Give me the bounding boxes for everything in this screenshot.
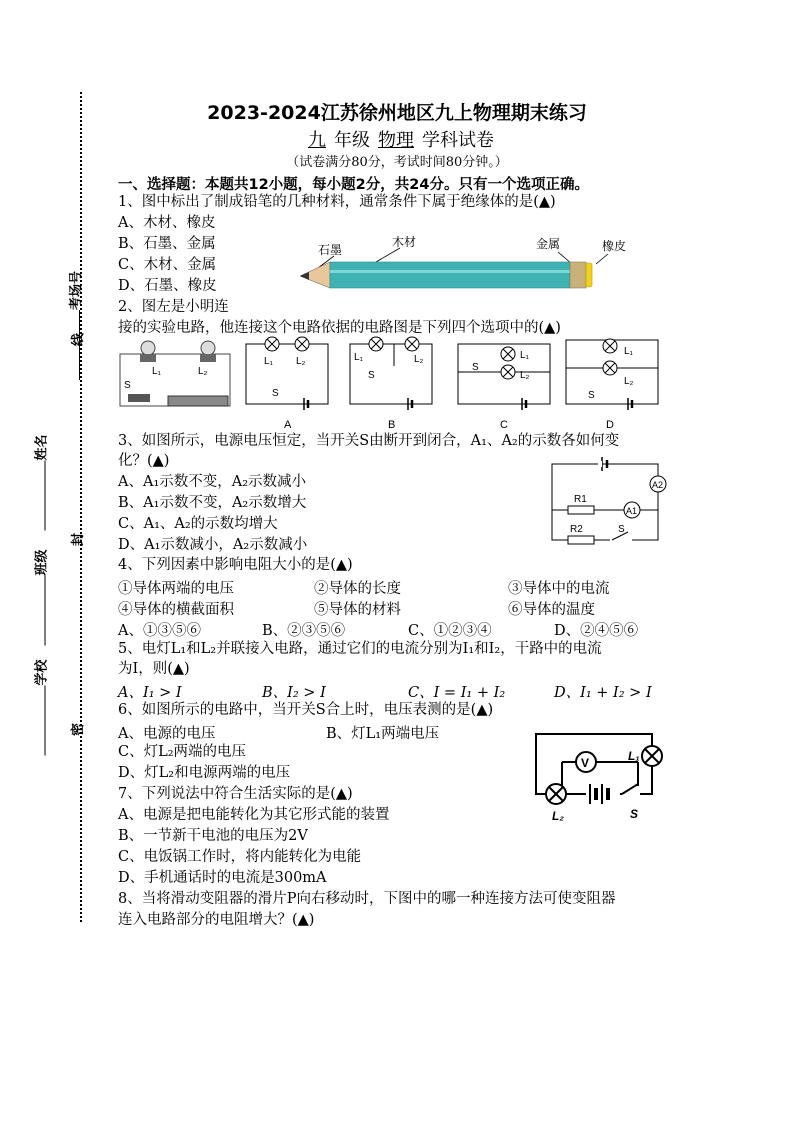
q4-option-d: D、②④⑤⑥: [554, 623, 639, 639]
svg-text:L₂: L₂: [552, 809, 564, 823]
class-label: 班级: [31, 549, 50, 649]
q2-diagram-d: [566, 339, 658, 428]
q1-option-a: A、木材、橡皮: [118, 215, 216, 231]
q3-stem-2: 化？(▲): [118, 453, 170, 469]
svg-text:S: S: [630, 807, 639, 821]
label-metal: 金属: [536, 237, 561, 251]
q4-option-b: B、②③⑤⑥: [262, 623, 346, 639]
q1-option-d: D、石墨、橡皮: [118, 278, 217, 294]
q2-circuit-figures: [118, 336, 678, 428]
exam-room-label: 考场号: [65, 271, 84, 384]
q4-factor-6: ⑥导体的温度: [508, 602, 595, 618]
svg-text:S: S: [618, 524, 625, 535]
svg-text:D: D: [606, 419, 614, 428]
svg-text:L₁: L₁: [520, 350, 529, 361]
q7-option-c: C、电饭锅工作时，将内能转化为电能: [118, 849, 362, 865]
section-heading: 一、选择题：本题共12小题，每小题2分，共24分。只有一个选项正确。: [118, 177, 589, 193]
q4-option-c: C、①②③④: [408, 623, 492, 639]
school-label: 学校: [31, 659, 50, 759]
svg-text:L₂: L₂: [520, 370, 530, 381]
q1-stem: 1、图中标出了制成铅笔的几种材料，通常条件下属于绝缘体的是(▲): [118, 194, 556, 210]
q2-diagram-b: [350, 337, 432, 428]
q3-option-c: C、A₁、A₂的示数均增大: [118, 516, 278, 532]
svg-text:S: S: [272, 388, 279, 399]
q4-stem: 4、下列因素中影响电阻大小的是(▲): [118, 557, 353, 573]
svg-text:A1: A1: [626, 506, 638, 516]
seal-line-char-line: 线: [71, 332, 87, 347]
svg-text:L₂: L₂: [624, 376, 634, 387]
svg-text:L₂: L₂: [296, 356, 306, 367]
q2-stem-1: 2、图左是小明连: [118, 299, 229, 315]
svg-text:S: S: [368, 370, 375, 381]
q4-factor-2: ②导体的长度: [314, 581, 401, 597]
q5-option-c: C、I = I₁ + I₂: [408, 685, 506, 701]
seal-line-char-seal: 封: [71, 532, 87, 547]
name-label: 姓名: [31, 434, 50, 534]
label-wood: 木材: [392, 235, 417, 249]
q7-option-a: A、电源是把电能转化为其它形式能的装置: [118, 807, 390, 823]
q3-option-a: A、A₁示数不变，A₂示数减小: [118, 474, 307, 490]
svg-text:R1: R1: [574, 494, 587, 505]
svg-text:S: S: [124, 380, 131, 391]
q2-real-circuit: [120, 341, 230, 406]
q3-option-d: D、A₁示数减小，A₂示数减小: [118, 537, 308, 553]
pencil-figure: [296, 232, 636, 292]
paper-note: （试卷满分80分，考试时间80分钟。）: [286, 155, 508, 170]
svg-text:B: B: [388, 419, 396, 428]
q3-stem-1: 3、如图所示，电源电压恒定，当开关S由断开到闭合，A₁、A₂的示数各如何变: [118, 433, 620, 449]
q2-stem-2: 接的实验电路，他连接这个电路依据的电路图是下列四个选项中的(▲): [118, 320, 561, 336]
label-eraser: 橡皮: [602, 239, 627, 253]
q2-diagram-c: [458, 344, 550, 428]
svg-text:S: S: [588, 390, 595, 401]
q6-circuit-figure: [526, 726, 676, 826]
q3-circuit-figure: [548, 452, 672, 548]
svg-text:L₁: L₁: [354, 352, 363, 363]
svg-text:L₁: L₁: [264, 356, 273, 367]
svg-text:V: V: [581, 756, 590, 770]
q5-option-d: D、I₁ + I₂ > I: [554, 685, 652, 701]
binding-dotted-line: [80, 92, 82, 922]
svg-text:R2: R2: [570, 524, 583, 535]
q2-diagram-a: [246, 337, 328, 428]
svg-text:L₂: L₂: [414, 354, 424, 365]
q7-option-b: B、一节新干电池的电压为2V: [118, 828, 308, 844]
q3-option-b: B、A₁示数不变，A₂示数增大: [118, 495, 307, 511]
label-graphite: 石墨: [318, 243, 343, 257]
svg-text:S: S: [472, 362, 479, 373]
q5-option-a: A、I₁ > I: [118, 685, 182, 701]
seal-line-char-secret: 密: [71, 722, 87, 737]
paper-subtitle: 九 年级 物理 学科试卷: [308, 130, 494, 151]
svg-text:L₁: L₁: [152, 366, 161, 377]
svg-text:A2: A2: [652, 480, 664, 490]
q6-option-d: D、灯L₂和电源两端的电压: [118, 765, 291, 781]
paper-title: 2023-2024江苏徐州地区九上物理期末练习: [207, 102, 587, 124]
q7-option-d: D、手机通话时的电流是300mA: [118, 870, 327, 886]
q1-option-b: B、石墨、金属: [118, 236, 216, 252]
q6-stem: 6、如图所示的电路中，当开关S合上时，电压表测的是(▲): [118, 702, 494, 718]
q5-stem-2: 为I，则(▲): [118, 661, 190, 677]
q8-stem-2: 连入电路部分的电阻增大？(▲): [118, 912, 315, 928]
q4-factor-3: ③导体中的电流: [508, 581, 610, 597]
svg-text:C: C: [500, 419, 508, 428]
q5-option-b: B、I₂ > I: [262, 685, 326, 701]
q4-factor-1: ①导体两端的电压: [118, 581, 234, 597]
q8-stem-1: 8、当将滑动变阻器的滑片P向右移动时，下图中的哪一种连接方法可使变阻器: [118, 891, 616, 907]
q4-factor-4: ④导体的横截面积: [118, 602, 234, 618]
q6-option-c: C、灯L₂两端的电压: [118, 744, 247, 760]
q6-option-a: A、电源的电压: [118, 726, 216, 742]
svg-text:L₁: L₁: [628, 749, 640, 763]
q4-option-a: A、①③⑤⑥: [118, 623, 201, 639]
q5-stem-1: 5、电灯L₁和L₂并联接入电路，通过它们的电流分别为I₁和I₂，干路中的电流: [118, 641, 602, 657]
q4-factor-5: ⑤导体的材料: [314, 602, 401, 618]
svg-text:L₂: L₂: [198, 366, 208, 377]
q1-option-c: C、木材、金属: [118, 257, 217, 273]
svg-text:L₁: L₁: [624, 346, 633, 357]
q6-option-b: B、灯L₁两端电压: [326, 726, 440, 742]
svg-text:A: A: [284, 419, 292, 428]
q7-stem: 7、下列说法中符合生活实际的是(▲): [118, 786, 353, 802]
